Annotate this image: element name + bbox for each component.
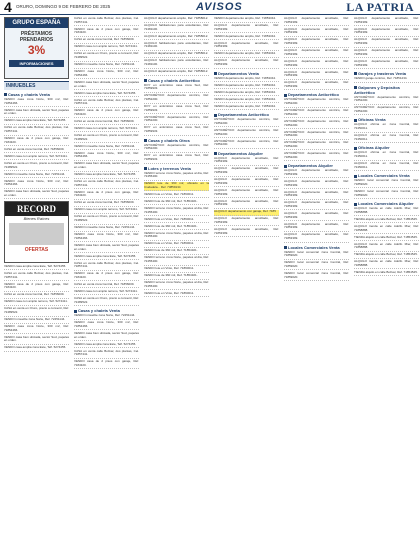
classified-item: VENDO inmueble zona Norte, Ref. 72451144. (4, 173, 69, 179)
subheading (284, 245, 349, 250)
classified-item: ALQUILO habitaciones para estudiantes, Ref. 72481100. (144, 24, 209, 33)
bullet-icon (284, 165, 287, 168)
classified-item: CASA en venta zona Central, Ref. 71856009. (4, 148, 69, 154)
page-header (0, 0, 420, 15)
classified-item: VENDO casa zona Norte, 300 m2, Ref. 71854466. (74, 152, 139, 161)
classified-item: ANTICRÉTICO departamento céntrico, Ref. 71852200. (144, 116, 209, 125)
classified-item: CASA en venta calle Bolívar, dos plantas, Cel. 71857441. (74, 180, 139, 189)
classified-item: VENDO casa bien ubicada, sector Sud, papeles en orden. (74, 244, 139, 253)
classified-item: VENDO casa bien ubicada, sector Sud, papeles en orden. (4, 336, 69, 345)
classified-item: VENDO terreno zona Norte, papeles al día, Ref. 72455400. (144, 256, 209, 265)
classified-item: ANTICRÉTICO departamento céntrico, Ref. 71852200. (284, 141, 349, 150)
subheading (144, 138, 209, 143)
classified-item: VENDO casa de 2 pisos con garaje, Ref. 7184320. (74, 28, 139, 37)
classified-item: CASA en venta zona Central, Ref. 71856009. (4, 293, 69, 299)
classified-item: VENDO casa zona Norte, 300 m2, Ref. 71854466. (74, 233, 139, 242)
classified-item: VENDO casa de 2 pisos con garaje, Ref. 7184320. (74, 191, 139, 200)
classified-item: ALQUILO tienda en calle Adolfo Mier, Ref. 71858888. (354, 225, 419, 234)
classified-item: VENDO lote de 360 m2, Ref. 71854321. (144, 200, 209, 206)
classified-item: VENDO lote de 360 m2, Ref. 71854321. (144, 274, 209, 280)
bullet-icon (354, 72, 357, 75)
classified-item: ALQUILO departamento amoblado, Ref. 71853399. (284, 212, 349, 221)
classified-item: ALQUILO departamento amoblado, Ref. 71853399. (284, 169, 349, 178)
classified-item: ALQUILO departamento amplio, Ref. 71858012. (144, 52, 209, 58)
classified-item: ANTICRÉTICO departamento céntrico, Ref. 71852200. (284, 98, 349, 107)
classified-item: VENDO casa zona Norte, 300 m2, Ref. 71854466. (4, 98, 69, 107)
classified-item: ALQUILO departamento amoblado, Ref. 71853399. (214, 228, 279, 237)
classified-item: ALQUILO departamento amplio, Ref. 71858012. (144, 35, 209, 41)
classified-item: VENDO casa de 2 pisos con garaje, Ref. 7184320. (4, 283, 69, 292)
house-photo (9, 223, 64, 245)
classified-item: VENDO terreno zona Norte, papeles al día, Ref. 72455400. (144, 172, 209, 181)
classified-item: VENDO casa amplia zona Este, Telf. 5274455. (74, 343, 139, 349)
classified-item: ALQUILO departamento amoblado, Ref. 71853399. (214, 167, 279, 176)
classified-item: VENDO casa bien ubicada, sector Sud, papeles en orden. (4, 190, 69, 199)
classified-item: VENDO lote en Vinto, Ref. 71860011. (144, 267, 209, 273)
subheading-label: Casas y chalets Otros (148, 137, 190, 143)
classified-item: ANTICRÉTICO departamento céntrico, Ref. 71852200. (284, 152, 349, 161)
classified-item: ALQUILO departamento amoblado, Ref. 71853399. (284, 71, 349, 80)
classified-item: ANTICRÉTICO departamento céntrico, Ref. 71852200. (214, 118, 279, 127)
classified-item: VENDO lote en Vinto, Ref. 71860011. (144, 218, 209, 224)
classified-item: CASA en venta zona Central, Ref. 71856009. (74, 283, 139, 289)
classified-item: VENDO lote de 360 m2, Ref. 71854321. (144, 225, 209, 231)
ad-line: PRENDARIOS (19, 37, 54, 43)
classified-item: ALQUILO departamento amoblado, Ref. 71853399. (284, 223, 349, 232)
classified-item: CASA en venta calle Bolívar, dos plantas, Cel. 71857441. (4, 126, 69, 135)
bullet-icon (4, 93, 7, 96)
classified-item: VENDO casa amplia zona Este, Telf. 5274455. (4, 119, 69, 125)
classified-item: DOY en anticrético casa zona Sud, Ref. 71859933. (144, 84, 209, 93)
classified-item: ANTICRÉTICO departamento céntrico, Ref. 71852200. (284, 131, 349, 140)
classified-item: CASA en venta calle Bolívar, dos plantas, Cel. 71857441. (74, 350, 139, 359)
column-3 (144, 17, 209, 299)
classified-item: ALQUILO departamento amoblado, Ref. 71853399. (354, 28, 419, 37)
classified-item: ALQUILO departamento amoblado, Ref. 71853399. (284, 233, 349, 242)
highlighted-classified-item: ALQUILO departamento con garaje, Ref. 7185 (214, 210, 279, 216)
subheading-label: Lotes y terrenos Venta (148, 165, 191, 171)
subheading-label: Departamentos Anticrético (218, 112, 269, 118)
ad-line: INFORMACIONES (9, 60, 64, 67)
classified-item: ALQUILO departamento amoblado, Ref. 71853399. (354, 60, 419, 69)
bullet-icon (214, 72, 217, 75)
classified-item: CASA en venta en Oruro, precio a convenir, Ref. 72489522. (74, 52, 139, 61)
bullet-icon (354, 203, 357, 206)
classified-item: CASA en venta calle Bolívar, dos plantas, Cel. 71857441. (74, 99, 139, 108)
classified-item: ALQUILO departamento amoblado, Ref. 71853399. (214, 178, 279, 187)
bullet-icon (74, 310, 77, 313)
classified-item: VENDO inmueble zona Norte, Ref. 72451144. (74, 314, 139, 320)
column-1 (4, 17, 69, 353)
classified-item: VENDO casa de 2 pisos con garaje, Ref. 7184320. (74, 272, 139, 281)
classified-item: TIENDA alquilo en calle Bolívar, Ref. 71854545. (354, 253, 419, 259)
classified-item: VENDO casa amplia zona Este, Telf. 5274455. (4, 346, 69, 352)
subheading-label: Locales Comerciales Alquiler (358, 201, 414, 207)
grupo-espana-ad[interactable] (4, 17, 69, 79)
subheading (354, 85, 419, 95)
classified-item: ALQUILO oficina en zona Central, Ref. 72450011. (354, 123, 419, 132)
classified-item: VENDO inmueble zona Norte, Ref. 72451144. (74, 63, 139, 69)
classified-item: VENDO terreno zona Norte, papeles al día, Ref. 72455400. (144, 207, 209, 216)
issue-date: ORURO, DOMINGO 9 DE FEBRERO DE 2025 (16, 4, 111, 9)
ad-rate: 3% (27, 43, 46, 57)
classified-item: TIENDA alquilo en calle Bolívar, Ref. 71854545. (354, 218, 419, 224)
classified-item: VENDO inmueble zona Norte, Ref. 72451144. (4, 318, 69, 324)
bullet-icon (284, 246, 287, 249)
classified-item: VENDO casa con amplio terreno, Telf. 5274411. (74, 45, 139, 51)
classified-item: VENDO casa con amplio terreno, Telf. 5274411. (74, 290, 139, 296)
subheading-label: Casas y chalets Anticrético (148, 77, 200, 83)
classified-item: VENDO inmueble zona Norte, Ref. 72451144. (74, 145, 139, 151)
record-ad[interactable] (4, 201, 69, 263)
classified-item: VENDO departamento amplio, Ref. 71853344. (214, 35, 279, 41)
classified-item: ALQUILO departamento amoblado, Ref. 71853399. (214, 217, 279, 226)
classified-item: ALQUILO departamento amoblado, Ref. 71853399. (284, 49, 349, 58)
classified-item: ALQUILO tienda en calle Adolfo Mier, Ref. 71858888. (354, 260, 419, 269)
classified-item: TIENDA alquilo en calle Bolívar, Ref. 71854545. (354, 271, 419, 277)
bullet-icon (214, 152, 217, 155)
page-number: 4 (4, 0, 12, 15)
bullet-icon (144, 79, 147, 82)
column-5 (284, 17, 349, 283)
classified-item: ALQUILO departamento amoblado, Ref. 71853399. (354, 17, 419, 26)
column-2 (74, 17, 139, 371)
classified-item: VENDO casa con amplio terreno, Telf. 5274411. (4, 155, 69, 161)
classified-item: VENDO casa zona Norte, 300 m2, Ref. 71854466. (74, 321, 139, 330)
classified-item: VENDO local comercial zona Central, Ref. 71859020. (284, 251, 349, 260)
classified-item: ALQUILO departamento amoblado, Ref. 71853399. (214, 157, 279, 166)
section-title: AVISOS (196, 1, 243, 13)
classified-item: ALQUILO departamento amoblado, Ref. 71853399. (214, 42, 279, 51)
classified-item: CASA en venta calle Bolívar, dos plantas, Cel. 71857441. (4, 272, 69, 281)
bullet-icon (354, 175, 357, 178)
classified-item: ALQUILO departamento amoblado, Ref. 71853399. (284, 81, 349, 90)
classified-item: ALQUILO departamento amoblado, Ref. 71853399. (354, 38, 419, 47)
classified-item: VENDO casa bien ubicada, sector Sud, papeles en orden. (74, 81, 139, 90)
classified-item: VENDO casa bien ubicada, sector Sud, papeles en orden. (4, 109, 69, 118)
column-4 (214, 17, 279, 239)
classified-item: ALQUILO oficina en zona Central, Ref. 72450011. (354, 134, 419, 143)
subheading-label: Locales Comerciales Venta (358, 173, 410, 179)
classified-item: VENDO casa con amplio terreno, Telf. 5274411. (4, 300, 69, 306)
classified-item: VENDO garaje céntrico, Ref. 71851234. (354, 77, 419, 83)
subheading-label: Casas y chalets Venta (8, 92, 50, 97)
classified-item: VENDO casa amplia zona Este, Telf. 5274455. (4, 265, 69, 271)
classified-item: VENDO casa zona Norte, 300 m2, Ref. 71854466. (4, 180, 69, 189)
classified-item: CASA en venta en Oruro, precio a convenir, Ref. 72489522. (74, 215, 139, 224)
subheading (144, 166, 209, 171)
classified-item: VENDO lote en Vinto, Ref. 71860011. (144, 193, 209, 199)
classified-item: ALQUILO departamento amoblado, Ref. 71853399. (284, 38, 349, 47)
classified-item: ANTICRÉTICO departamento céntrico, Ref. 71852200. (354, 96, 419, 105)
classified-item: CASA en venta calle Bolívar, dos plantas, Cel. 71857441. (74, 17, 139, 26)
classified-item: VENDO casa con amplio terreno, Telf. 5274411. (74, 127, 139, 133)
classified-item: ALQUILO departamento amoblado, Ref. 71853399. (214, 189, 279, 198)
subheading-label: Departamentos Alquiler (288, 163, 333, 169)
classified-item: VENDO casa zona Norte, 300 m2, Ref. 71854466. (4, 325, 69, 334)
classified-item: ALQUILO oficina en zona Central, Ref. 72450011. (354, 151, 419, 160)
classified-item: ALQUILO departamento amplio, Ref. 71858012. (144, 17, 209, 23)
classified-item: DOY en anticrético casa zona Sud, Ref. 71859933. (144, 126, 209, 135)
ad-line: PRÉSTAMOS (20, 31, 53, 37)
classified-item: ALQUILO habitaciones para estudiantes, Ref. 72481100. (144, 42, 209, 51)
ad-title: RECORD (5, 202, 68, 216)
classified-item: VENDO lote de 360 m2, Ref. 71854321. (144, 249, 209, 255)
classified-item: ALQUILO oficina en zona Central, Ref. 72450011. (354, 162, 419, 171)
subheading-label: Departamentos Anticrético (288, 92, 339, 98)
classified-item: ANTICRÉTICO departamento céntrico, Ref. 71852200. (284, 120, 349, 129)
section-heading-inmuebles: INMUEBLES (4, 81, 69, 90)
classified-item: ALQUILO departamento amoblado, Ref. 71853399. (354, 49, 419, 58)
classified-item: VENDO local comercial zona Central, Ref. 71859020. (354, 179, 419, 188)
classified-item: VENDO casa zona Norte, 300 m2, Ref. 71854466. (74, 70, 139, 79)
subheading-label: Casas y chalets Venta (78, 308, 120, 314)
classified-item: ALQUILO departamento amoblado, Ref. 71853399. (284, 201, 349, 210)
classified-item: VENDO lote en Vinto, Ref. 71860011. (144, 242, 209, 248)
classified-item: VENDO terreno zona Norte, papeles al día, Ref. 72455400. (144, 281, 209, 290)
bullet-icon (144, 167, 147, 170)
classified-item: ALQUILO tienda en calle Adolfo Mier, Ref. 71858888. (354, 243, 419, 252)
classified-item: CASA en venta en Oruro, precio a convenir, Ref. 72489522. (74, 134, 139, 143)
subheading-label: Locales Comerciales Venta (288, 244, 340, 250)
classified-item: VENDO local comercial zona Central, Ref. 71859020. (354, 190, 419, 199)
subheading-label: Oficinas Venta (358, 117, 386, 123)
classified-item: ANTICRÉTICO departamento céntrico, Ref. 71852200. (214, 129, 279, 138)
classified-item: ALQUILO departamento amoblado, Ref. 71853399. (284, 17, 349, 26)
column-6 (354, 17, 419, 278)
bullet-icon (354, 119, 357, 122)
classified-item: DOY en anticrético casa zona Sud, Ref. 71859933. (144, 154, 209, 163)
subheading (214, 151, 279, 156)
classified-item: VENDO inmueble zona Norte, Ref. 72451144. (74, 226, 139, 232)
classified-item: VENDO departamento amplio, Ref. 71853344. (214, 52, 279, 58)
bullet-icon (144, 139, 147, 142)
ad-line: OFERTAS (24, 246, 49, 253)
classified-item: ALQUILO departamento amoblado, Ref. 71853399. (284, 28, 349, 37)
classified-item: CASA en venta zona Central, Ref. 71856009. (74, 201, 139, 207)
classified-item: VENDO casa bien ubicada, sector Sud, papeles en orden. (74, 332, 139, 341)
classified-item: ALQUILO habitaciones para estudiantes, Ref. 72481100. (144, 59, 209, 68)
classified-item: ANTICRÉTICO departamento céntrico, Ref. 71852200. (214, 140, 279, 149)
highlighted-classified-item: VENDO lote de 360 m2, ubicado en la Ciudadela... Ref. 73859134 (144, 182, 209, 191)
newspaper-brand: LA PATRIA (346, 0, 414, 14)
subheading-label: Garajes y trasteros Venta (358, 71, 407, 77)
classified-item: VENDO casa de 2 pisos con garaje, Ref. 7184320. (74, 360, 139, 369)
classified-item: VENDO casa con amplio terreno, Telf. 5274411. (74, 208, 139, 214)
classified-item: ALQUILO departamento amoblado, Ref. 71853399. (214, 200, 279, 209)
classified-item: DOY en anticrético casa zona Sud, Ref. 71859933. (144, 105, 209, 114)
classified-item: VENDO departamento amplio, Ref. 71853344. (214, 84, 279, 90)
subheading-label: Departamentos Alquiler (218, 150, 263, 156)
classified-item: VENDO local comercial zona Central, Ref. 71859020. (284, 272, 349, 281)
classified-item: CASA en venta en Oruro, precio a convenir, Ref. 72489522. (74, 297, 139, 306)
classified-item: CASA en venta en Oruro, precio a convenir, Ref. 72489522. (4, 162, 69, 171)
classified-item: VENDO lote en Vinto, Ref. 71860011. (144, 292, 209, 298)
subheading (144, 78, 209, 83)
classified-item: VENDO casa amplia zona Este, Telf. 5274455. (74, 173, 139, 179)
classified-item: VENDO departamento amplio, Ref. 71853344. (214, 17, 279, 23)
subheading-label: Departamentos Venta (218, 70, 259, 76)
classified-item: VENDO casa bien ubicada, sector Sud, papeles en orden. (74, 162, 139, 171)
classified-item: ANTICRÉTICO departamento céntrico, Ref. 71852200. (284, 109, 349, 118)
classified-item: VENDO casa amplia zona Este, Telf. 5274455. (74, 92, 139, 98)
classified-item: VENDO casa de 2 pisos con garaje, Ref. 7184320. (74, 109, 139, 118)
classified-item: VENDO departamento amplio, Ref. 71853344. (214, 91, 279, 97)
bullet-icon (354, 86, 357, 89)
classified-item: ALQUILO departamento amoblado, Ref. 71853399. (214, 24, 279, 33)
classified-item: VENDO local comercial zona Central, Ref. 71859020. (284, 261, 349, 270)
subheading-label: Oficinas Alquiler (358, 145, 390, 151)
classified-item: CASA en venta zona Central, Ref. 71856009. (74, 38, 139, 44)
classified-item: VENDO departamento amplio, Ref. 71853344. (214, 105, 279, 111)
classified-item: ALQUILO departamento amoblado, Ref. 71853399. (284, 60, 349, 69)
ad-title: GRUPO ESPAÑA (5, 18, 68, 28)
classified-item: ALQUILO tienda en calle Adolfo Mier, Ref. 71858888. (354, 207, 419, 216)
classified-item: VENDO terreno zona Norte, papeles al día, Ref. 72455400. (144, 232, 209, 241)
classified-item: ALQUILO departamento amplio, Ref. 71858012. (144, 70, 209, 76)
classified-item: ANTICRÉTICO departamento céntrico, Ref. 71852200. (354, 106, 419, 115)
classified-item: VENDO casa de 2 pisos con garaje, Ref. 7184320. (4, 137, 69, 146)
classified-item: VENDO departamento amplio, Ref. 71853344. (214, 77, 279, 83)
classified-item: ANTICRÉTICO departamento céntrico, Ref. 71852200. (144, 94, 209, 103)
classified-item: TIENDA alquilo en calle Bolívar, Ref. 71854545. (354, 236, 419, 242)
classified-item: VENDO departamento amplio, Ref. 71853344. (214, 98, 279, 104)
classified-item: ALQUILO departamento amoblado, Ref. 71853399. (214, 59, 279, 68)
classified-item: ANTICRÉTICO departamento céntrico, Ref. 71852200. (144, 144, 209, 153)
subheading (214, 71, 279, 76)
ad-subtitle: Bienes Raíces (23, 215, 50, 221)
bullet-icon (354, 147, 357, 150)
classified-item: CASA en venta en Oruro, precio a convenir, Ref. 72489522. (4, 307, 69, 316)
classified-item: ALQUILO departamento amoblado, Ref. 71853399. (284, 180, 349, 189)
classified-item: VENDO casa amplia zona Este, Telf. 5274455. (74, 255, 139, 261)
classified-item: CASA en venta calle Bolívar, dos plantas, Cel. 71857441. (74, 262, 139, 271)
classified-item: ALQUILO departamento amoblado, Ref. 71853399. (284, 191, 349, 200)
subheading-label: Galpones y Depósitos Anticrético (354, 84, 401, 95)
classified-item: CASA en venta zona Central, Ref. 71856009. (74, 120, 139, 126)
